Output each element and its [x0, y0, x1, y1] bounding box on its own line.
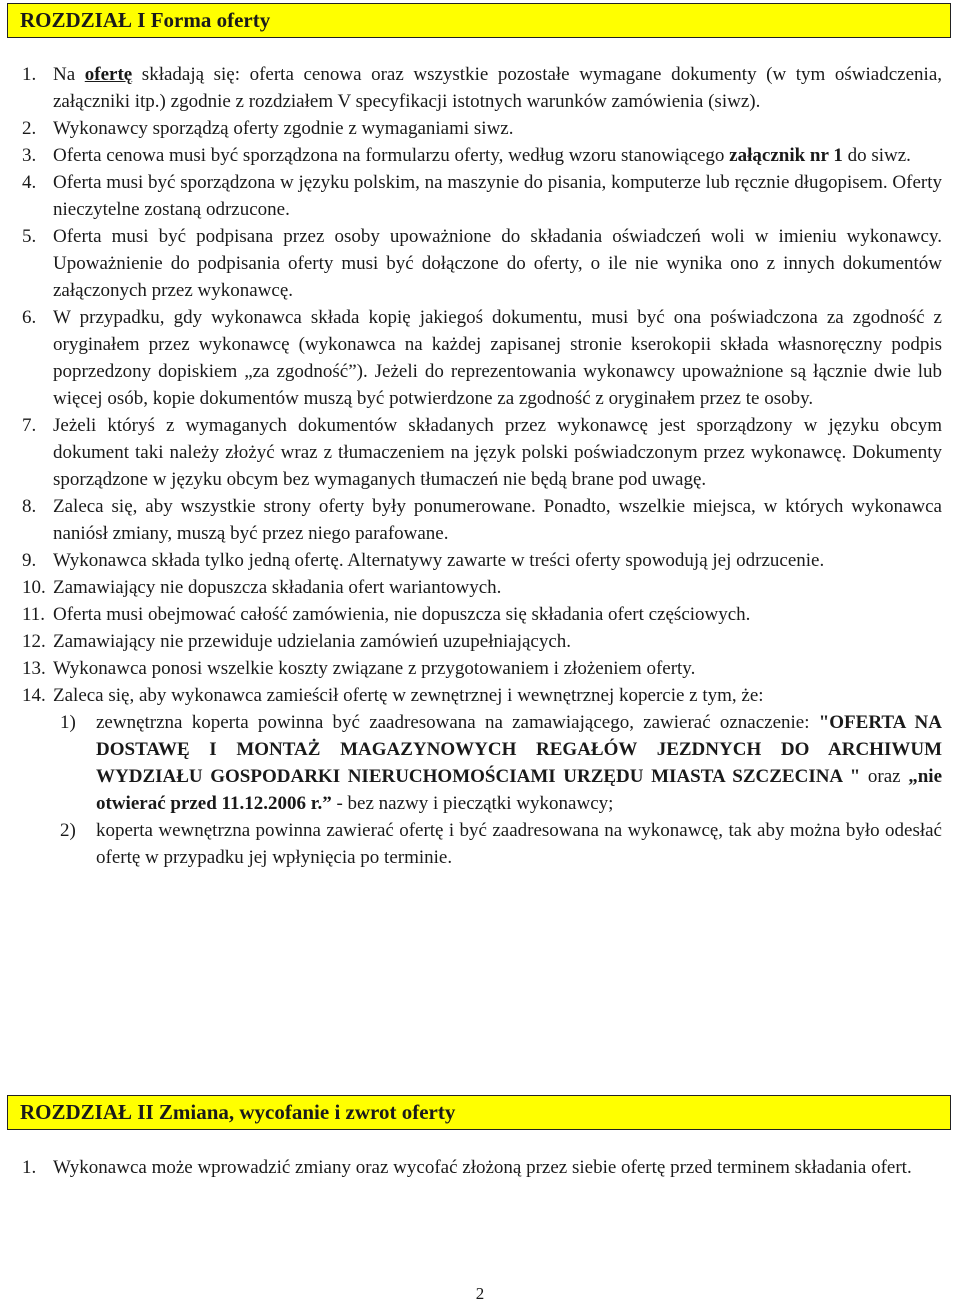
section-1-heading: ROZDZIAŁ I Forma oferty	[7, 3, 951, 38]
item-number: 2.	[22, 118, 37, 139]
list-item	[22, 547, 942, 574]
list-item	[22, 628, 942, 655]
section-2-heading: ROZDZIAŁ II Zmiana, wycofanie i zwrot oferty	[7, 1095, 951, 1130]
section-1-list	[22, 61, 942, 871]
item-text: Oferta musi być podpisana przez osoby upoważnione do składania oświadczeń woli w imieniu wykonawcy. Upoważnienie do podpisania oferty musi być dołączone do oferty, o ile nie wynika ono z innych dokumentów załączonych przez wykonawcę.	[53, 226, 942, 301]
item-number: 9.	[22, 550, 37, 571]
list-item	[22, 169, 942, 223]
sub-item-text-part: oraz	[860, 766, 909, 787]
item-number: 1.	[22, 64, 37, 85]
list-item	[22, 493, 942, 547]
item-text: Oferta musi obejmować całość zamówienia, nie dopuszcza się składania ofert częściowych.	[53, 604, 751, 625]
item-text	[53, 61, 942, 115]
list-item	[22, 61, 942, 115]
list-item	[22, 1154, 942, 1181]
item-number: 5.	[22, 226, 37, 247]
item-number: 11.	[22, 604, 46, 625]
item-text: Zamawiający nie dopuszcza składania ofert wariantowych.	[53, 577, 502, 598]
item-text-part: składają się: oferta cenowa oraz wszystkie pozostałe wymagane dokumenty (w tym oświadczenia, załączniki itp.) zgodnie z rozdziałem V specyfikacji istotnych warunków zamówienia (siwz).	[53, 64, 943, 112]
item-text	[53, 142, 942, 169]
item-number: 8.	[22, 496, 37, 517]
list-item	[22, 412, 942, 493]
list-item	[22, 223, 942, 304]
page-number: 2	[475, 1284, 485, 1303]
item-text-part: Oferta cenowa musi być sporządzona na formularzu oferty, według wzoru stanowiącego	[53, 145, 730, 166]
sub-item-number: 2)	[60, 820, 76, 841]
list-item	[22, 142, 942, 169]
sub-list-item	[60, 709, 942, 817]
list-item	[22, 304, 942, 412]
item-number: 3.	[22, 145, 37, 166]
envelope-label-bold: "OFERTA NA DOSTAWĘ I MONTAŻ MAGAZYNOWYCH REGAŁÓW JEZDNYCH DO ARCHIWUM WYDZIAŁU GOSPODARKI NIERUCHOMOŚCIAMI URZĘDU MIASTA SZCZECINA "	[96, 712, 942, 787]
sub-list-item	[60, 817, 942, 871]
item-underlined-word: ofertę	[84, 64, 133, 85]
sub-item-number: 1)	[60, 712, 76, 733]
item-number: 1.	[22, 1157, 37, 1178]
do-not-open-bold: „nie otwierać przed 11.12.2006 r.”	[96, 766, 942, 814]
item-text: Wykonawca ponosi wszelkie koszty związane z przygotowaniem i złożeniem oferty.	[53, 658, 696, 679]
list-item	[22, 601, 942, 628]
item-text: Zaleca się, aby wszystkie strony oferty były ponumerowane. Ponadto, wszelkie miejsca, w których wykonawca naniósł zmiany, muszą być przez niego parafowane.	[53, 496, 942, 544]
item-text-part: do siwz.	[842, 145, 911, 166]
sub-item-text	[96, 709, 942, 817]
list-item	[22, 682, 942, 709]
sub-item-text-part: - bez nazwy i pieczątki wykonawcy;	[331, 793, 614, 814]
item-number: 10.	[22, 577, 46, 598]
item-number: 6.	[22, 307, 37, 328]
section-2-list	[22, 1154, 942, 1181]
item-text: Wykonawca składa tylko jedną ofertę. Alternatywy zawarte w treści oferty spowodują jej odrzucenie.	[53, 550, 825, 571]
sub-item-text: koperta wewnętrzna powinna zawierać ofertę i być zaadresowana na wykonawcę, tak aby można było odesłać ofertę w przypadku jej wpłynięcia po terminie.	[96, 820, 942, 868]
item-text: Jeżeli któryś z wymaganych dokumentów składanych przez wykonawcę jest sporządzony w języku obcym dokument taki należy złożyć wraz z tłumaczeniem na język polski poświadczonym przez wykonawcę. Dokumenty sporządzone w języku obcym bez wymaganych tłumaczeń nie będą brane pod uwagę.	[53, 415, 942, 490]
item-bold-part: załącznik nr 1	[729, 145, 843, 166]
item-number: 13.	[22, 658, 46, 679]
item-number: 14.	[22, 685, 46, 706]
item-number: 4.	[22, 172, 37, 193]
list-item	[22, 655, 942, 682]
list-item	[22, 574, 942, 601]
item-text: Zaleca się, aby wykonawca zamieścił ofertę w zewnętrznej i wewnętrznej kopercie z tym, że:	[53, 685, 764, 706]
item-text: Wykonawca może wprowadzić zmiany oraz wycofać złożoną przez siebie ofertę przed terminem składania ofert.	[53, 1157, 912, 1178]
item-text: W przypadku, gdy wykonawca składa kopię jakiegoś dokumentu, musi być ona poświadczona za zgodność z oryginałem przez wykonawcę (wykonawca na każdej zapisanej stronie kserokopii składa własnoręczny podpis poprzedzony dopiskiem „za zgodność”). Jeżeli do reprezentowania wykonawcy upoważnione są łącznie dwie lub więcej osób, kopie dokumentów muszą być potwierdzone za zgodność z oryginałem przez te osoby.	[53, 307, 942, 409]
item-number: 7.	[22, 415, 37, 436]
sub-item-text-part: zewnętrzna koperta powinna być zaadresowana na zamawiającego, zawierać oznaczenie:	[96, 712, 819, 733]
item-text: Zamawiający nie przewiduje udzielania zamówień uzupełniających.	[53, 631, 572, 652]
item-number: 12.	[22, 631, 46, 652]
item-text: Wykonawcy sporządzą oferty zgodnie z wymaganiami siwz.	[53, 118, 514, 139]
item-text: Oferta musi być sporządzona w języku polskim, na maszynie do pisania, komputerze lub ręcznie długopisem. Oferty nieczytelne zostaną odrzucone.	[53, 172, 942, 220]
item-text-part: Na	[53, 64, 85, 85]
list-item	[22, 115, 942, 142]
